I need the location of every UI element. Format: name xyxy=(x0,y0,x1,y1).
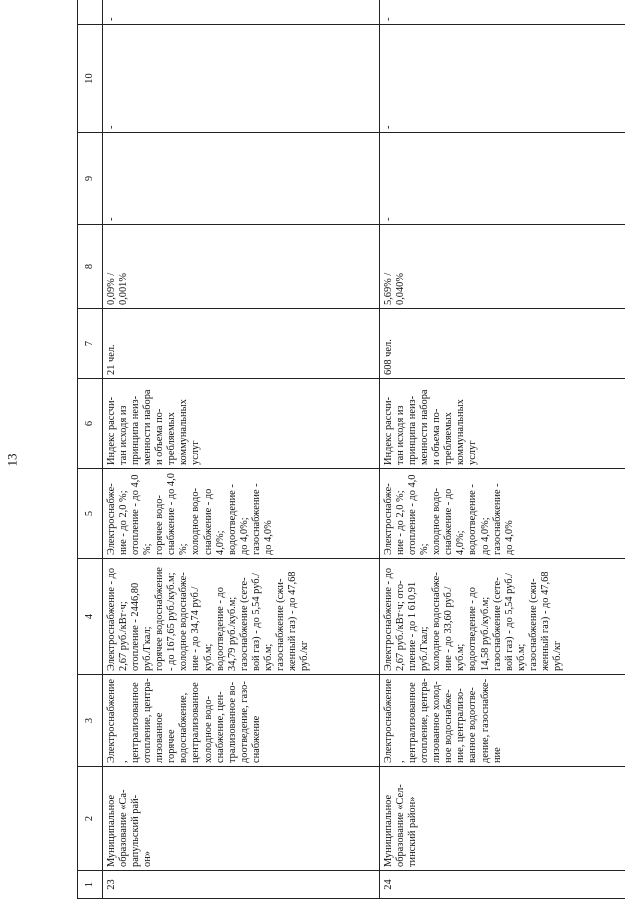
row-number: 23 xyxy=(103,871,380,899)
services-cell: Электроснабжение, централизованное отопление, центра- лизованное холод- ное водоснабже- ние, централизо- ванное водоотве- дение, газоснабже- ние xyxy=(380,675,626,767)
table-row xyxy=(380,0,626,899)
tariffs-cell: Электроснабжение - до 2,67 руб./кВт·ч; отопление - 2446,80 руб./Гкал; горячее водоснабжение - до 167,65 руб./куб.м; холодное водоснабже- ние - до 34,74 руб./куб.м; водоотведение - до 34,79 руб./куб.м; газоснабжение (сете- вой газ) - до 5,54 руб./куб.м; газоснабжение (сжи- женный газ) - до 47,68 руб./кг xyxy=(103,559,380,675)
tariffs-cell: Электроснабжение - до 2,67 руб./кВт·ч; ото- пление - до 1 610,91 руб./Гкал; холодное водоснабже- ние - до 33,60 руб./куб.м; водоотведение - до 14,58 руб./куб.м; газоснабжение (сете- вой газ) - до 5,54 руб./куб.м; газоснабжение (сжи- женный газ) - до 47,68 руб./кг xyxy=(380,559,626,675)
header-cell-3: 3 xyxy=(78,675,103,767)
header-cell-11 xyxy=(78,0,103,25)
col9-cell: - xyxy=(103,133,380,225)
page-number-text: 13 xyxy=(4,453,20,467)
row-number: 24 xyxy=(380,871,626,899)
header-cell-1: 1 xyxy=(78,871,103,899)
col11-cell: - xyxy=(380,0,626,25)
col10-cell: - xyxy=(103,25,380,133)
method-cell: Индекс рассчи- тан исходя из принципа неиз- менности набора и объема по- требляемых коммунальных услуг xyxy=(103,379,380,469)
tariff-table xyxy=(77,0,625,899)
index-cell: Электроснабже- ние - до 2,0 %; отопление - до 4,0 %; холодное водо- снабжение - до 4,0%; водоотведение - до 4,0%; газоснабжение - до 4,0% xyxy=(380,469,626,559)
col11-cell: - xyxy=(103,0,380,25)
header-cell-5: 5 xyxy=(78,469,103,559)
header-cell-4: 4 xyxy=(78,559,103,675)
col10-cell: - xyxy=(380,25,626,133)
municipality-cell: Муниципальное образование «Са- рапульский рай- он» xyxy=(103,767,380,871)
header-cell-6: 6 xyxy=(78,379,103,469)
header-cell-9: 9 xyxy=(78,133,103,225)
col9-cell: - xyxy=(380,133,626,225)
table-row xyxy=(103,0,380,899)
index-cell: Электроснабже- ние - до 2,0 %; отопление - до 4,0 %; горячее водо- снабжение - до 4,0 %; холодное водо- снабжение - до 4,0%; водоотведение - до 4,0%; газоснабжение - до 4,0% xyxy=(103,469,380,559)
share-cell: 5,69% / 0,040% xyxy=(380,225,626,309)
services-cell: Электроснабжение, централизованное отопление, центра- лизованное горячее водоснабжение, централизованное холодное водо- снабжение, цен- трализованное во- доотведение, газо- снабжение xyxy=(103,675,380,767)
method-cell: Индекс рассчи- тан исходя из принципа неиз- менности набора и объема по- требляемых коммунальных услуг xyxy=(380,379,626,469)
header-cell-8: 8 xyxy=(78,225,103,309)
share-cell: 0,09% / 0,001% xyxy=(103,225,380,309)
tariff-table-container xyxy=(65,0,625,905)
header-cell-7: 7 xyxy=(78,309,103,379)
population-cell: 608 чел. xyxy=(380,309,626,379)
header-cell-10: 10 xyxy=(78,25,103,133)
population-cell: 21 чел. xyxy=(103,309,380,379)
municipality-cell: Муниципальное образование «Сел- тинский район» xyxy=(380,767,626,871)
table-header-row xyxy=(78,0,103,899)
rotated-page xyxy=(65,0,625,905)
header-cell-2: 2 xyxy=(78,767,103,871)
